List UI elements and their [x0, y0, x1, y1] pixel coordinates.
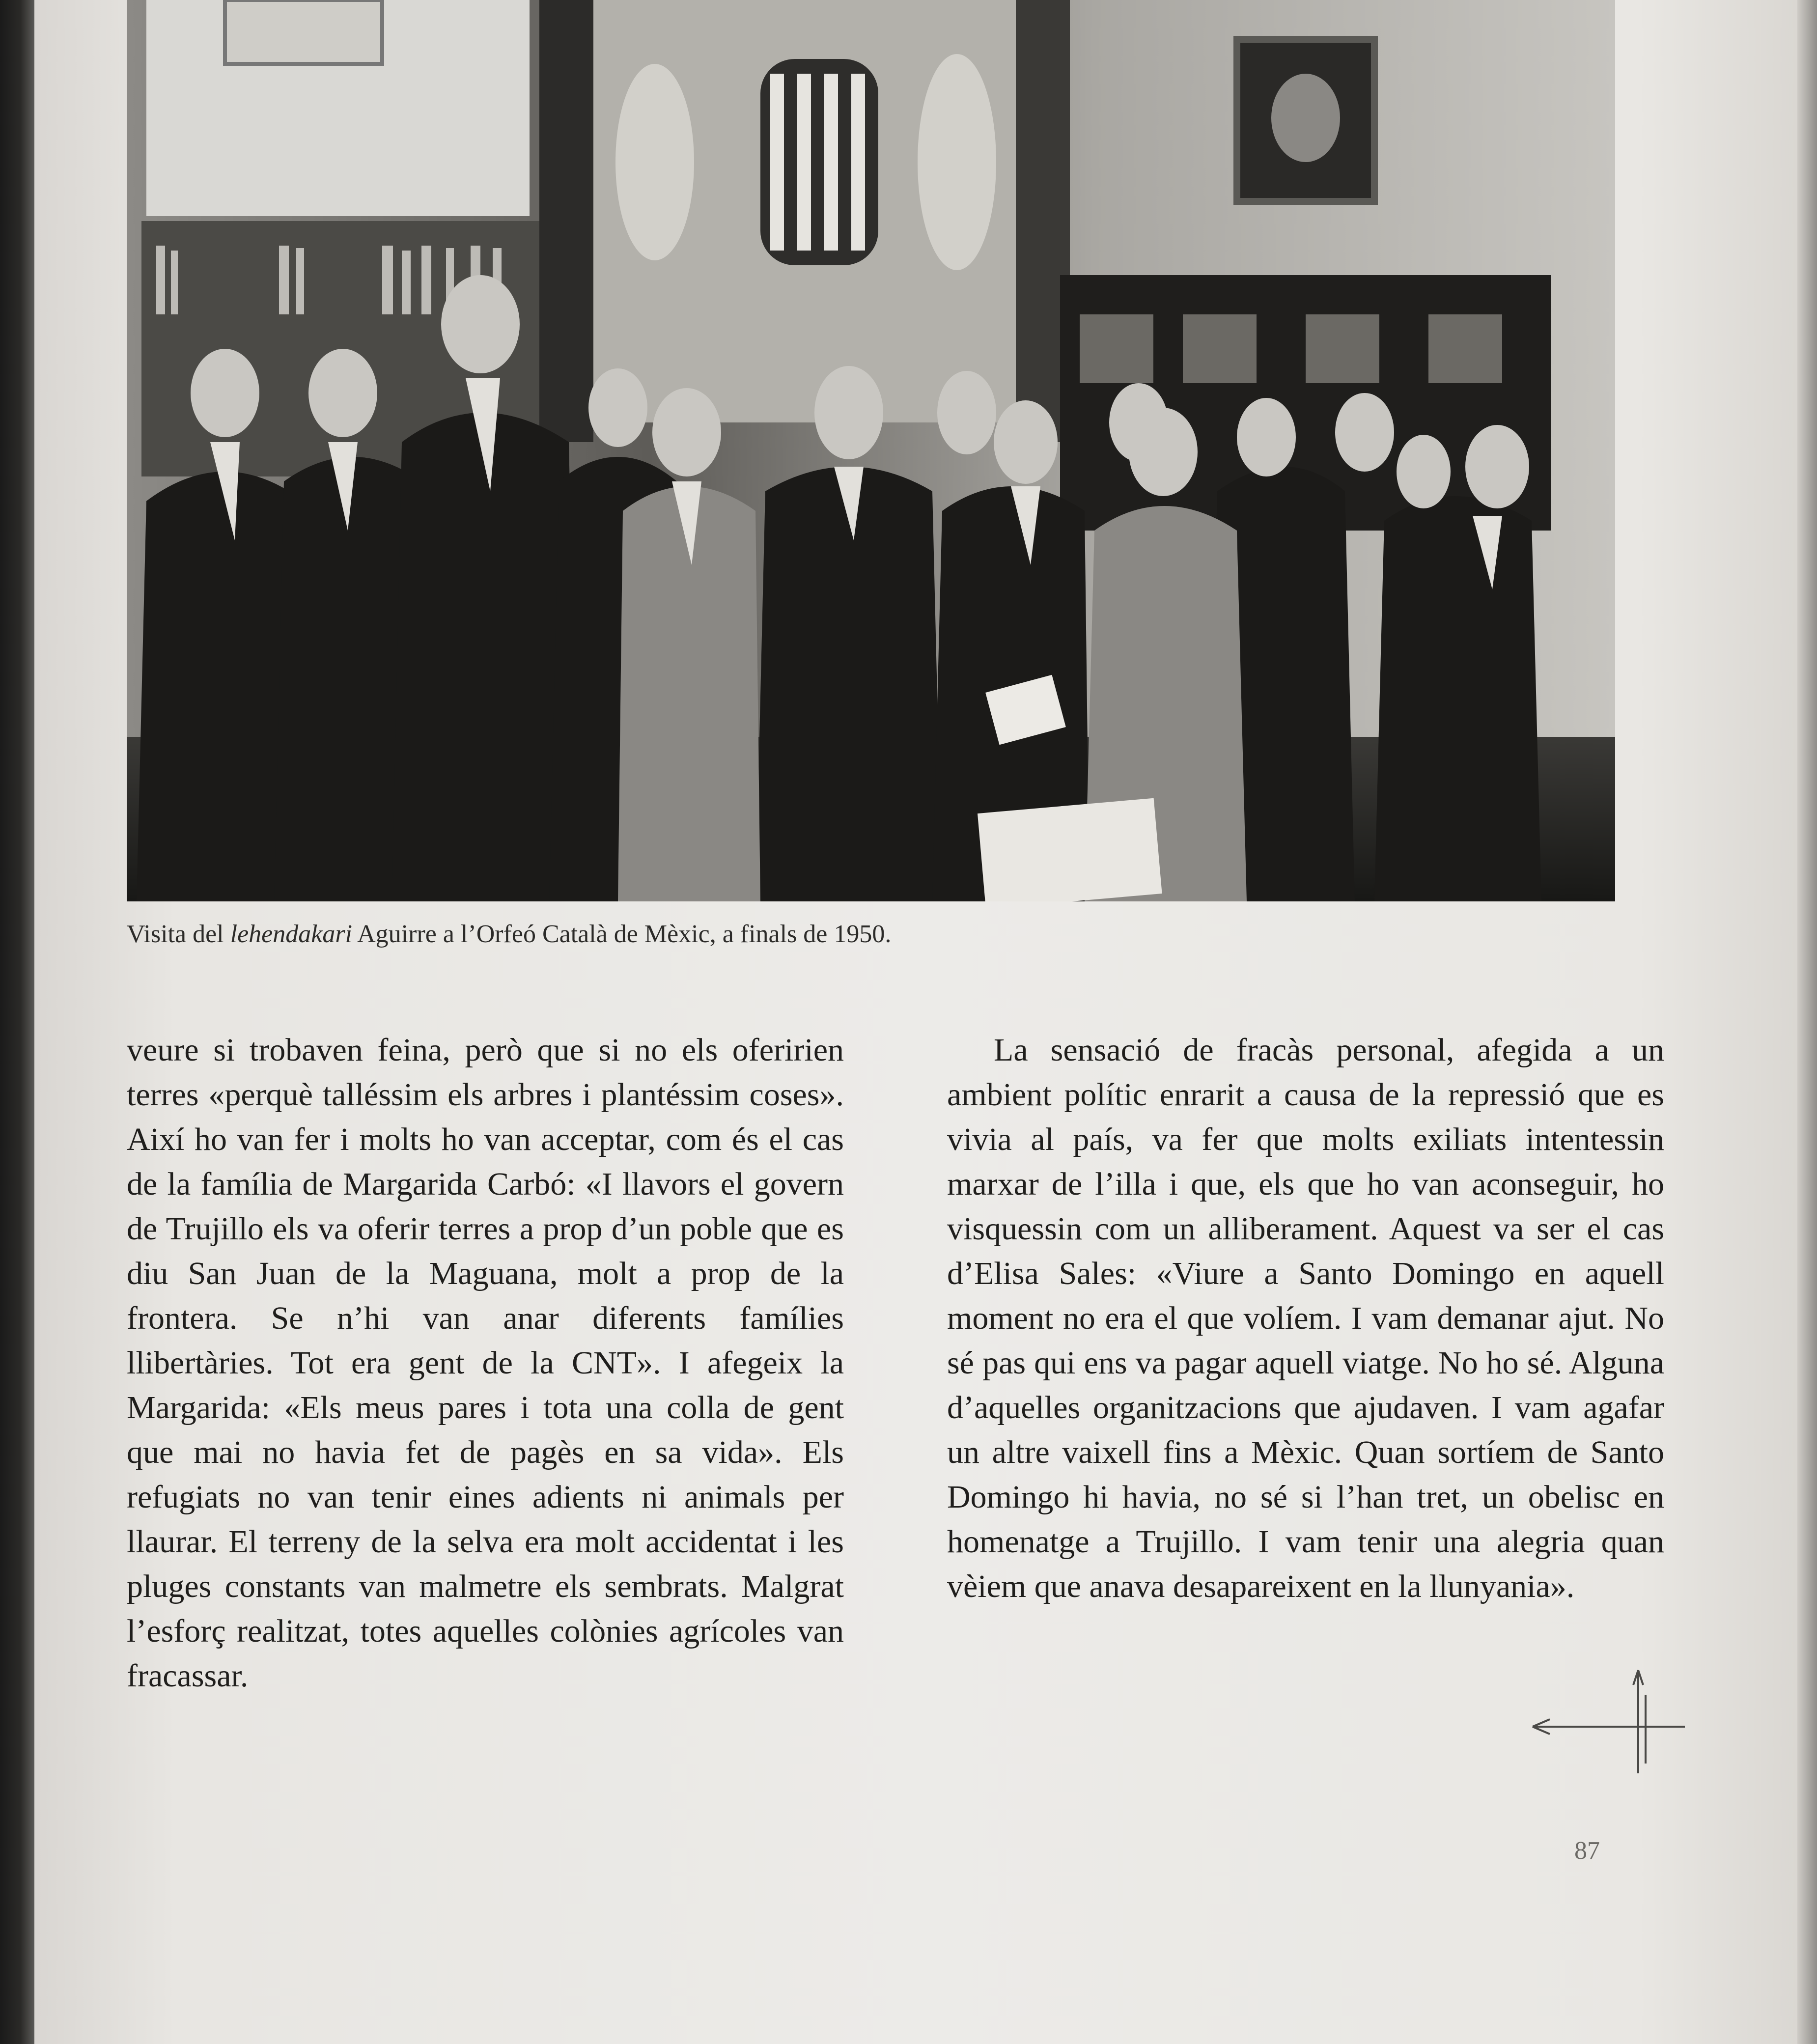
body-text-left-column: veure si trobaven feina, però que si no els oferirien terres «perquè talléssim els arbres i plantéssim coses». Així ho van fer i molts ho van acceptar, com és el cas de la família de Margarida Carbó: «I llavors el govern de Trujillo els va oferir terres a prop d’un poble que es diu San Juan de la Maguana, molt a prop de la frontera. Se n’hi van anar diferents famílies llibertàries. Tot era gent de la CNT». I afegeix la Margarida: «Els meus pares i tota una colla de gent que mai no havia fet de pagès en sa vida». Els refugiats no van tenir eines adients ni animals per llaurar. El terreny de la selva era molt accidentat i les pluges constants van malmetre els sembrats. Malgrat l’esforç realitzat, totes aquelles colònies agrícoles van fracassar.: [127, 1032, 844, 1694]
group-photograph: [127, 0, 1615, 901]
page-number: 87: [1574, 1837, 1600, 1865]
photo-caption: [127, 905, 1649, 964]
book-spine-shadow: [0, 0, 34, 2044]
caption-suffix: Aguirre a l’Orfeó Català de Mèxic, a finals de 1950.: [352, 920, 892, 948]
page-edge: [1797, 0, 1817, 2044]
compass-ornament-icon: [1528, 1665, 1690, 1778]
body-text-right-column: La sensació de fracàs personal, afegida a un ambient polític enrarit a causa de la repressió que es vivia al país, va fer que molts exiliats intentessin marxar de l’illa i que, els que ho van aconseguir, ho visquessin com un alliberament. Aquest va ser el cas d’Elisa Sales: «Viure a Santo Domingo en aquell moment no era el que volíem. I vam demanar ajut. No sé pas qui ens va pagar aquell viatge. No ho sé. Alguna d’aquelles organitzacions que ajudaven. I vam agafar un altre vaixell fins a Mèxic. Quan sortíem de Santo Domingo hi havia, no sé si l’han tret, un obelisc en homenatge a Trujillo. I vam tenir una alegria quan vèiem que anava desapareixent en la llunyania».: [947, 1032, 1664, 1604]
caption-prefix: Visita del: [127, 920, 230, 948]
caption-italic-term: lehendakari: [230, 920, 352, 948]
photo-illustration: [127, 0, 1615, 901]
